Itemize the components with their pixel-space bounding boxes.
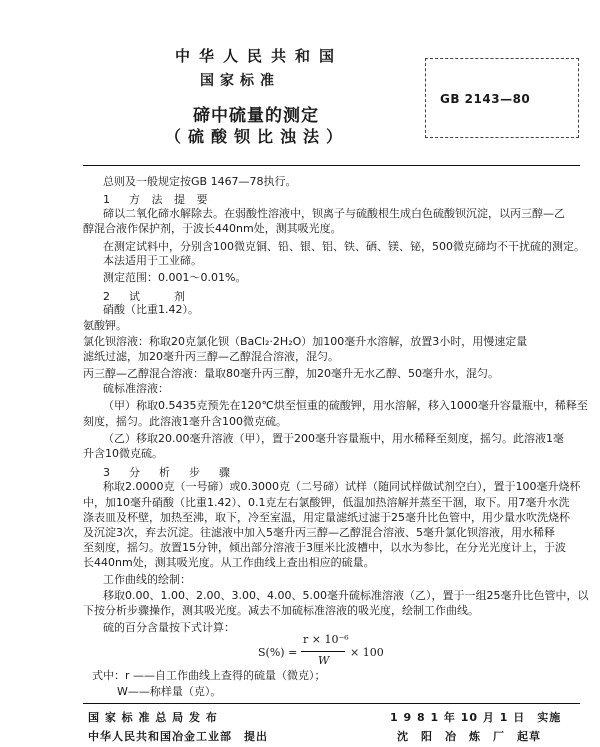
reagent-item: 升含10微克硫。	[83, 447, 163, 460]
reagent-item: 滤纸过滤，加20毫升丙三醇—乙醇混合溶液，混匀。	[83, 350, 339, 363]
variable-w-definition: W——称样量（克）。	[117, 685, 222, 698]
procedure-line: 中，加10毫升硝酸（比重1.42）、0.1克左右氯酸钾，低温加热溶解并蒸至干涸，取下。用7毫升水洗	[83, 496, 570, 509]
procedure-line: 称取2.0000克（一号碲）或0.3000克（二号碲）试样（随同试样做试剂空白），置于100毫升烧杯	[103, 480, 581, 493]
section-1-paragraph-line: 碲以二氧化碲水解除去。在弱酸性溶液中，钡离子与硫酸根生成白色硫酸钡沉淀，以丙三醇—乙	[103, 207, 565, 220]
issuer: 国 家 标 准 总 局 发 布	[88, 711, 218, 724]
footer-divider	[83, 703, 580, 704]
working-curve-heading: 工作曲线的绘制：	[103, 573, 191, 586]
document-subtitle: （硫酸钡比浊法）	[165, 127, 350, 146]
general-note: 总则及一般规定按GB 1467—78执行。	[103, 175, 297, 188]
formula-lhs: S(%) =	[258, 646, 298, 659]
reagent-item: 氯化钡溶液：称取20克氯化钡（BaCl₂·2H₂O）加100毫升水溶解，放置3小时，用慢速定量	[83, 335, 528, 348]
working-curve-line: 下按分析步骤操作，测其吸光度。减去不加硫标准溶液的吸光度，绘制工作曲线。	[83, 604, 479, 617]
reagent-item: 丙三醇—乙醇混合溶液：量取80毫升丙三醇，加20毫升无水乙醇、50毫升水，混匀。	[83, 367, 499, 380]
section-1-heading: 1 方 法 提 要	[103, 193, 212, 206]
section-1-paragraph-line: 醇混合液作保护剂，于波长440nm处，测其吸光度。	[83, 222, 342, 235]
country-heading: 中华人民共和国	[175, 47, 344, 65]
reagent-item: （乙）移取20.00毫升溶液（甲），置于200毫升容量瓶中，用水稀释至刻度，摇匀。此溶液1毫	[103, 432, 564, 445]
header-divider	[83, 165, 580, 166]
procedure-line: 至刻度，摇匀。放置15分钟，倾出部分溶液于3厘米比波槽中，以水为参比，在分光光度计上，于波	[83, 541, 566, 554]
formula-denominator: W	[318, 654, 330, 667]
drafter: 沈 阳 冶 炼 厂 起草	[397, 730, 541, 743]
formula-multiplier: × 100	[350, 646, 384, 659]
reagent-item: 硝酸（比重1.42）。	[103, 303, 199, 316]
procedure-line: 及沉淀3次，弃去沉淀。往滤液中加入5毫升丙三醇—乙醇混合溶液、5毫升氯化钡溶液，用水稀释	[83, 526, 555, 539]
standard-type-heading: 国家标准	[200, 73, 280, 89]
calculation-intro: 硫的百分含量按下式计算：	[103, 621, 235, 634]
section-1-paragraph-line: 在测定试料中，分别含100微克铜、铅、银、铝、铁、硒、镁、铋，500微克碲均不干扰硫的测定。	[103, 240, 585, 253]
variable-r-definition: r ——自工作曲线上查得的硫量（微克）；	[125, 669, 326, 682]
standard-code: GB 2143—80	[440, 92, 531, 106]
formula-numerator: r × 10⁻⁶	[303, 633, 349, 646]
section-1-paragraph-line: 本法适用于工业碲。	[103, 254, 202, 267]
procedure-line: 长440nm处，测其吸光度。从工作曲线上查出相应的硫量。	[83, 556, 375, 569]
working-curve-line: 移取0.00、1.00、2.00、3.00、4.00、5.00毫升硫标准溶液（乙），置于一组25毫升比色管中，以	[103, 589, 589, 602]
document-title: 碲中硫量的测定	[193, 106, 319, 126]
proposer: 中华人民共和国冶金工业部 提出	[88, 730, 268, 743]
measurement-range: 测定范围：0.001～0.01%。	[103, 271, 247, 284]
section-3-heading: 3 分 析 步 骤	[103, 466, 234, 479]
where-label: 式中：	[92, 669, 125, 682]
procedure-line: 涤表皿及杯壁，加热至沸，取下，冷至室温，用定量滤纸过滤于25毫升比色管中，用少量水吹洗烧杯	[83, 511, 570, 524]
reagent-item: （甲）称取0.5435克预先在120℃烘至恒重的硫酸钾，用水溶解，移入1000毫升容量瓶中，稀释至	[103, 399, 588, 412]
reagent-item: 硫标准溶液：	[103, 382, 169, 395]
implementation-date: 1 9 8 1 年 10 月 1 日 实施	[390, 711, 562, 724]
reagent-item: 刻度，摇匀。此溶液1毫升含100微克硫。	[83, 415, 287, 428]
reagent-item: 氨酸钾。	[83, 319, 127, 332]
fraction-bar	[301, 651, 345, 652]
section-2-heading: 2 试 剂	[103, 290, 189, 303]
